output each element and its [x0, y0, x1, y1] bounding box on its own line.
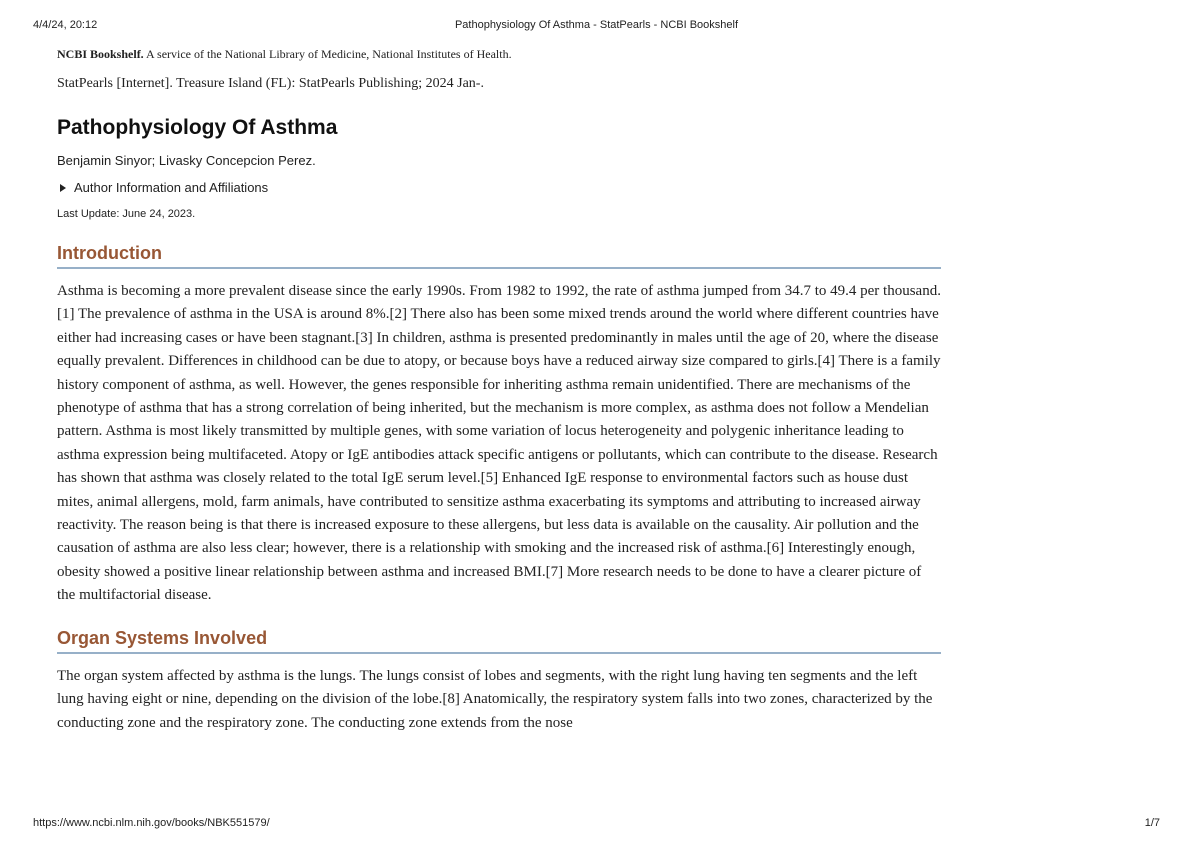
last-update: Last Update: June 24, 2023.: [57, 208, 196, 220]
book-citation: StatPearls [Internet]. Treasure Island (FL): StatPearls Publishing; 2024 Jan-.: [57, 76, 484, 91]
page-title: Pathophysiology Of Asthma: [57, 116, 338, 139]
section-heading-organ-systems: Organ Systems Involved: [57, 626, 941, 654]
bookshelf-tagline: A service of the National Library of Medicine, National Institutes of Health.: [143, 47, 512, 61]
author-list: Benjamin Sinyor; Livasky Concepcion Perez.: [57, 153, 316, 168]
introduction-paragraph: Asthma is becoming a more prevalent disease since the early 1990s. From 1982 to 1992, the rate of asthma jumped from 34.7 to 49.4 per thousand.[1] The prevalence of asthma in the USA is around 8%.[2] There also has been some mixed trends around the world where different countries have either had increasing cases or have been stagnant.[3] In children, asthma is presented predominantly in males until the age of 20, where the disease equally prevalent. Differences in childhood can be due to atopy, or because boys have a reduced airway size compared to girls.[4] There is a family history component of asthma, as well. However, the genes responsible for inheriting asthma remain unidentified. There are mechanisms of the phenotype of asthma that has a strong correlation of being inherited, but the mechanism is more complex, as asthma does not follow a Mendelian pattern. Asthma is most likely transmitted by multiple genes, with some variation of locus heterogeneity and polygenic inheritance leading to asthma expression being multifaceted. Atopy or IgE antibodies attack specific antigens or pollutants, which can contribute to the disease. Research has shown that asthma was closely related to the total IgE serum level.[5] Enhanced IgE response to environmental factors such as house dust mites, animal allergens, mold, farm animals, have contributed to sensitize asthma exacerbating its symptoms and attributing to increased airway reactivity. The reason being is that there is increased exposure to these allergens, but less data is available on the causality. Air pollution and the causation of asthma are also less clear; however, there is a relationship with smoking and the increased risk of asthma.[6] Interestingly enough, obesity showed a positive linear relationship between asthma and increased BMI.[7] More research needs to be done to have a clearer picture of the multifactorial disease.: [57, 283, 941, 604]
print-header: [33, 19, 1160, 35]
print-footer: [33, 817, 1160, 833]
print-datetime: 4/4/24, 20:12: [33, 19, 98, 31]
organ-systems-paragraph: The organ system affected by asthma is the lungs. The lungs consist of lobes and segments, with the right lung having ten segments and the left lung having eight or nine, depending on the division of the lobe.[8] Anatomically, the respiratory system falls into two zones, characterized by the conducting zone and the respiratory zone. The conducting zone extends from the nose: [57, 667, 933, 731]
article-content: [57, 44, 941, 735]
print-page-title: Pathophysiology Of Asthma - StatPearls - NCBI Bookshelf: [454, 19, 739, 31]
print-url[interactable]: https://www.ncbi.nlm.nih.gov/books/NBK551579/: [33, 817, 270, 829]
bookshelf-banner: [57, 44, 941, 64]
disclosure-triangle-icon: [60, 184, 66, 192]
affiliations-label: Author Information and Affiliations: [74, 180, 269, 195]
section-heading-introduction: Introduction: [57, 241, 941, 269]
bookshelf-name[interactable]: NCBI Bookshelf.: [57, 47, 144, 61]
author-affiliations-toggle[interactable]: [60, 179, 941, 197]
print-page-number: 1/7: [1144, 817, 1160, 829]
